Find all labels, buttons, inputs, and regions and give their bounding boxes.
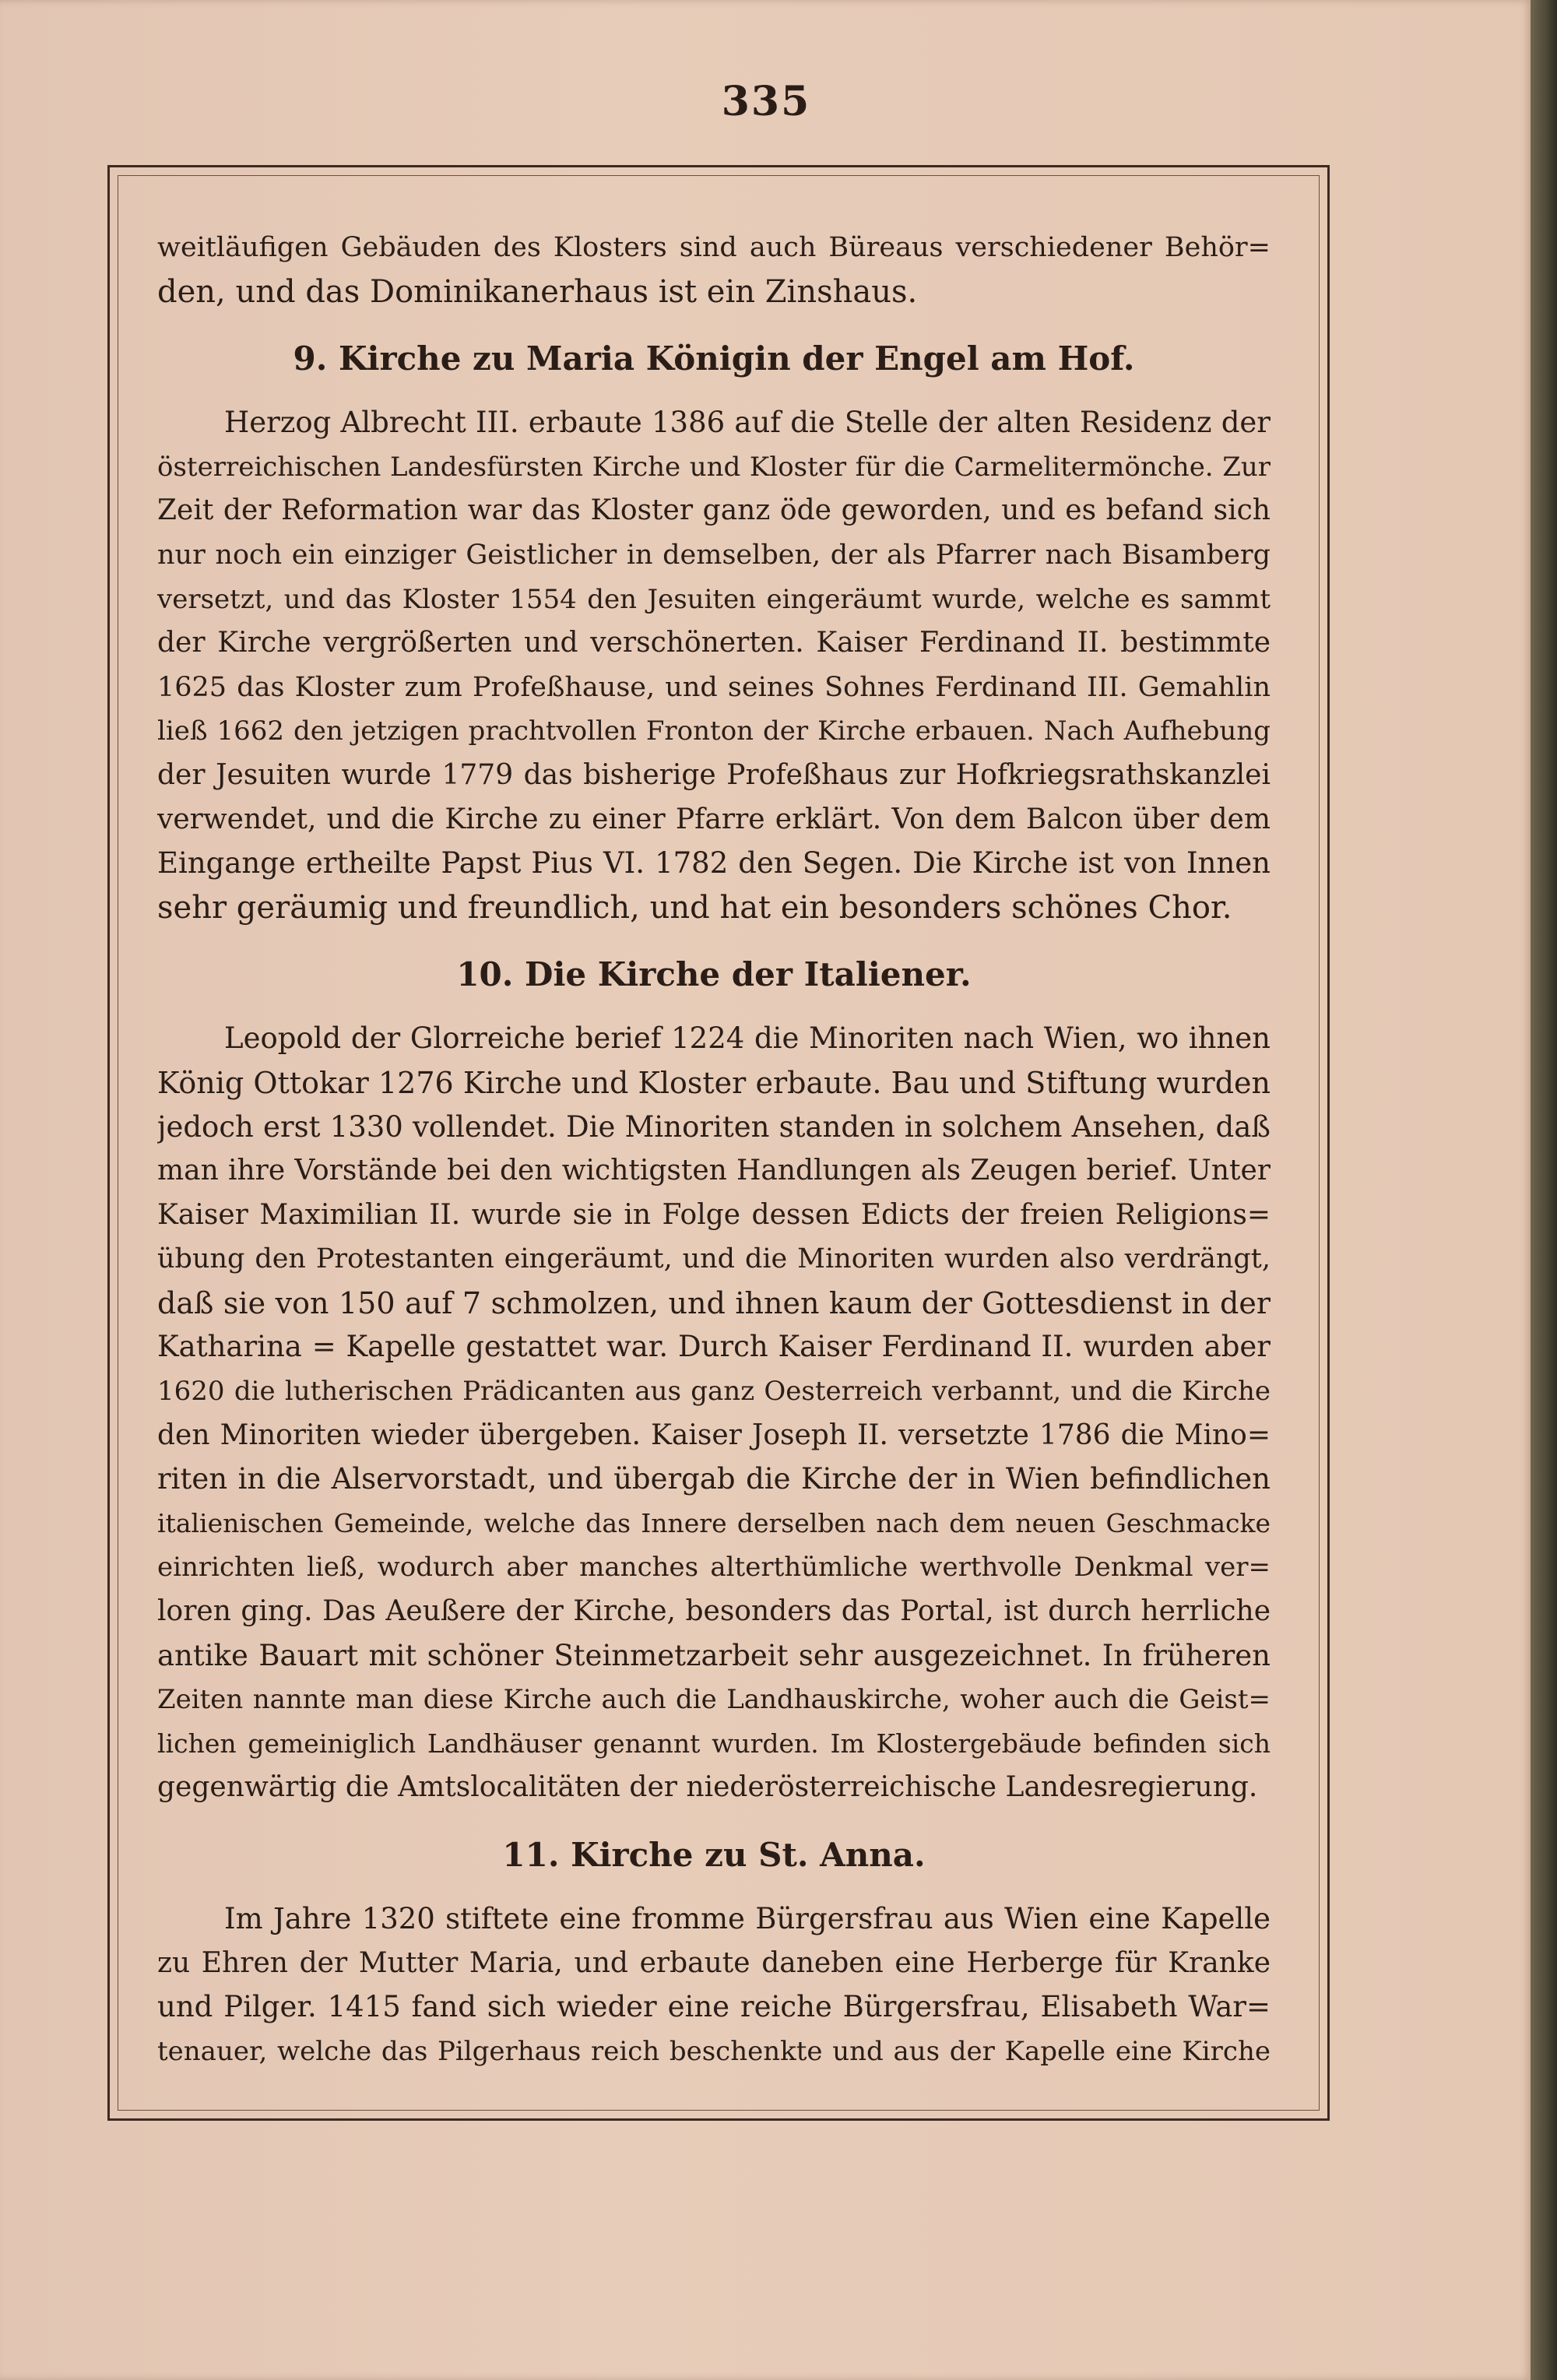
text-line: loren ging. Das Aeußere der Kirche, besonders das Portal, ist durch herrliche bbox=[157, 1595, 1271, 1628]
text-line: 1625 das Kloster zum Profeßhause, und seines Sohnes Ferdinand III. Gemahlin bbox=[157, 671, 1271, 703]
text-line: zu Ehren der Mutter Maria, und erbaute daneben eine Herberge für Kranke bbox=[157, 1946, 1271, 1979]
text-line: Im Jahre 1320 stiftete eine fromme Bürgersfrau aus Wien eine Kapelle bbox=[224, 1902, 1271, 1935]
text-line: 1620 die lutherischen Prädicanten aus ganz Oesterreich verbannt, und die Kirche bbox=[157, 1376, 1271, 1408]
text-line: sehr geräumig und freundlich, und hat ein besonders schönes Chor. bbox=[157, 889, 1232, 926]
text-line: der Kirche vergrößerten und verschönerten. Kaiser Ferdinand II. bestimmte bbox=[157, 627, 1271, 659]
text-line: übung den Protestanten eingeräumt, und die Minoriten wurden also verdrängt, bbox=[157, 1243, 1271, 1275]
text-line: den, und das Dominikanerhaus ist ein Zinshaus. bbox=[157, 273, 918, 310]
section-heading-11: 11. Kirche zu St. Anna. bbox=[502, 1836, 926, 1874]
section-heading-9: 9. Kirche zu Maria Königin der Engel am Hof. bbox=[293, 339, 1135, 378]
text-line: den Minoriten wieder übergeben. Kaiser Joseph II. versetzte 1786 die Mino= bbox=[157, 1419, 1271, 1451]
book-spine-edge bbox=[1531, 0, 1557, 2380]
section-heading-10: 10. Die Kirche der Italiener. bbox=[456, 955, 972, 994]
text-line: lichen gemeiniglich Landhäuser genannt wurden. Im Klostergebäude befinden sich bbox=[157, 1728, 1271, 1759]
text-line: gegenwärtig die Amtslocalitäten der niederösterreichische Landesregierung. bbox=[157, 1771, 1258, 1804]
text-line: König Ottokar 1276 Kirche und Kloster erbaute. Bau und Stiftung wurden bbox=[157, 1065, 1271, 1100]
text-line: Kaiser Maximilian II. wurde sie in Folge dessen Edicts der freien Religions= bbox=[157, 1198, 1271, 1231]
text-line: Herzog Albrecht III. erbaute 1386 auf die Stelle der alten Residenz der bbox=[224, 406, 1271, 440]
text-line: Eingange ertheilte Papst Pius VI. 1782 den Segen. Die Kirche ist von Innen bbox=[157, 846, 1271, 881]
intro-paragraph bbox=[157, 226, 1271, 314]
section-10-paragraph bbox=[157, 1017, 1271, 1810]
text-line: Zeiten nannte man diese Kirche auch die Landhauskirche, woher auch die Geist= bbox=[157, 1684, 1271, 1716]
text-line: tenauer, welche das Pilgerhaus reich beschenkte und aus der Kapelle eine Kirche bbox=[157, 2035, 1271, 2067]
text-line: riten in die Alservorstadt, und übergab die Kirche der in Wien befindlichen bbox=[157, 1462, 1271, 1496]
text-line: Katharina = Kapelle gestattet war. Durch Kaiser Ferdinand II. wurden aber bbox=[157, 1330, 1271, 1364]
text-line: einrichten ließ, wodurch aber manches alterthümliche werthvolle Denkmal ver= bbox=[157, 1552, 1271, 1584]
page-number: 335 bbox=[721, 78, 811, 125]
text-line: Leopold der Glorreiche berief 1224 die Minoriten nach Wien, wo ihnen bbox=[224, 1021, 1271, 1056]
section-11-paragraph bbox=[157, 1897, 1271, 2073]
section-9-paragraph bbox=[157, 401, 1271, 930]
text-line: italienischen Gemeinde, welche das Innere derselben nach dem neuen Geschmacke bbox=[157, 1507, 1271, 1538]
text-line: weitläufigen Gebäuden des Klosters sind auch Büreaus verschiedener Behör= bbox=[157, 232, 1271, 263]
text-line: jedoch erst 1330 vollendet. Die Minoriten standen in solchem Ansehen, daß bbox=[157, 1109, 1271, 1144]
text-line: man ihre Vorstände bei den wichtigsten Handlungen als Zeugen berief. Unter bbox=[157, 1155, 1271, 1187]
page-content bbox=[157, 226, 1271, 2073]
text-line: verwendet, und die Kirche zu einer Pfarre erklärt. Von dem Balcon über dem bbox=[157, 803, 1271, 835]
text-line: daß sie von 150 auf 7 schmolzen, und ihnen kaum der Gottesdienst in der bbox=[157, 1285, 1271, 1320]
text-line: Zeit der Reformation war das Kloster ganz öde geworden, und es befand sich bbox=[157, 494, 1271, 527]
text-line: österreichischen Landesfürsten Kirche und Kloster für die Carmelitermönche. Zur bbox=[157, 451, 1271, 483]
text-line: der Jesuiten wurde 1779 das bisherige Profeßhaus zur Hofkriegsrathskanzlei bbox=[157, 758, 1271, 791]
text-line: versetzt, und das Kloster 1554 den Jesuiten eingeräumt wurde, welche es sammt bbox=[157, 583, 1271, 615]
text-line: ließ 1662 den jetzigen prachtvollen Fronton der Kirche erbauen. Nach Aufhebung bbox=[157, 715, 1271, 747]
text-line: antike Bauart mit schöner Steinmetzarbeit sehr ausgezeichnet. In früheren bbox=[157, 1638, 1271, 1672]
text-line: nur noch ein einziger Geistlicher in demselben, der als Pfarrer nach Bisamberg bbox=[157, 539, 1271, 571]
text-line: und Pilger. 1415 fand sich wieder eine reiche Bürgersfrau, Elisabeth War= bbox=[157, 1990, 1271, 2024]
